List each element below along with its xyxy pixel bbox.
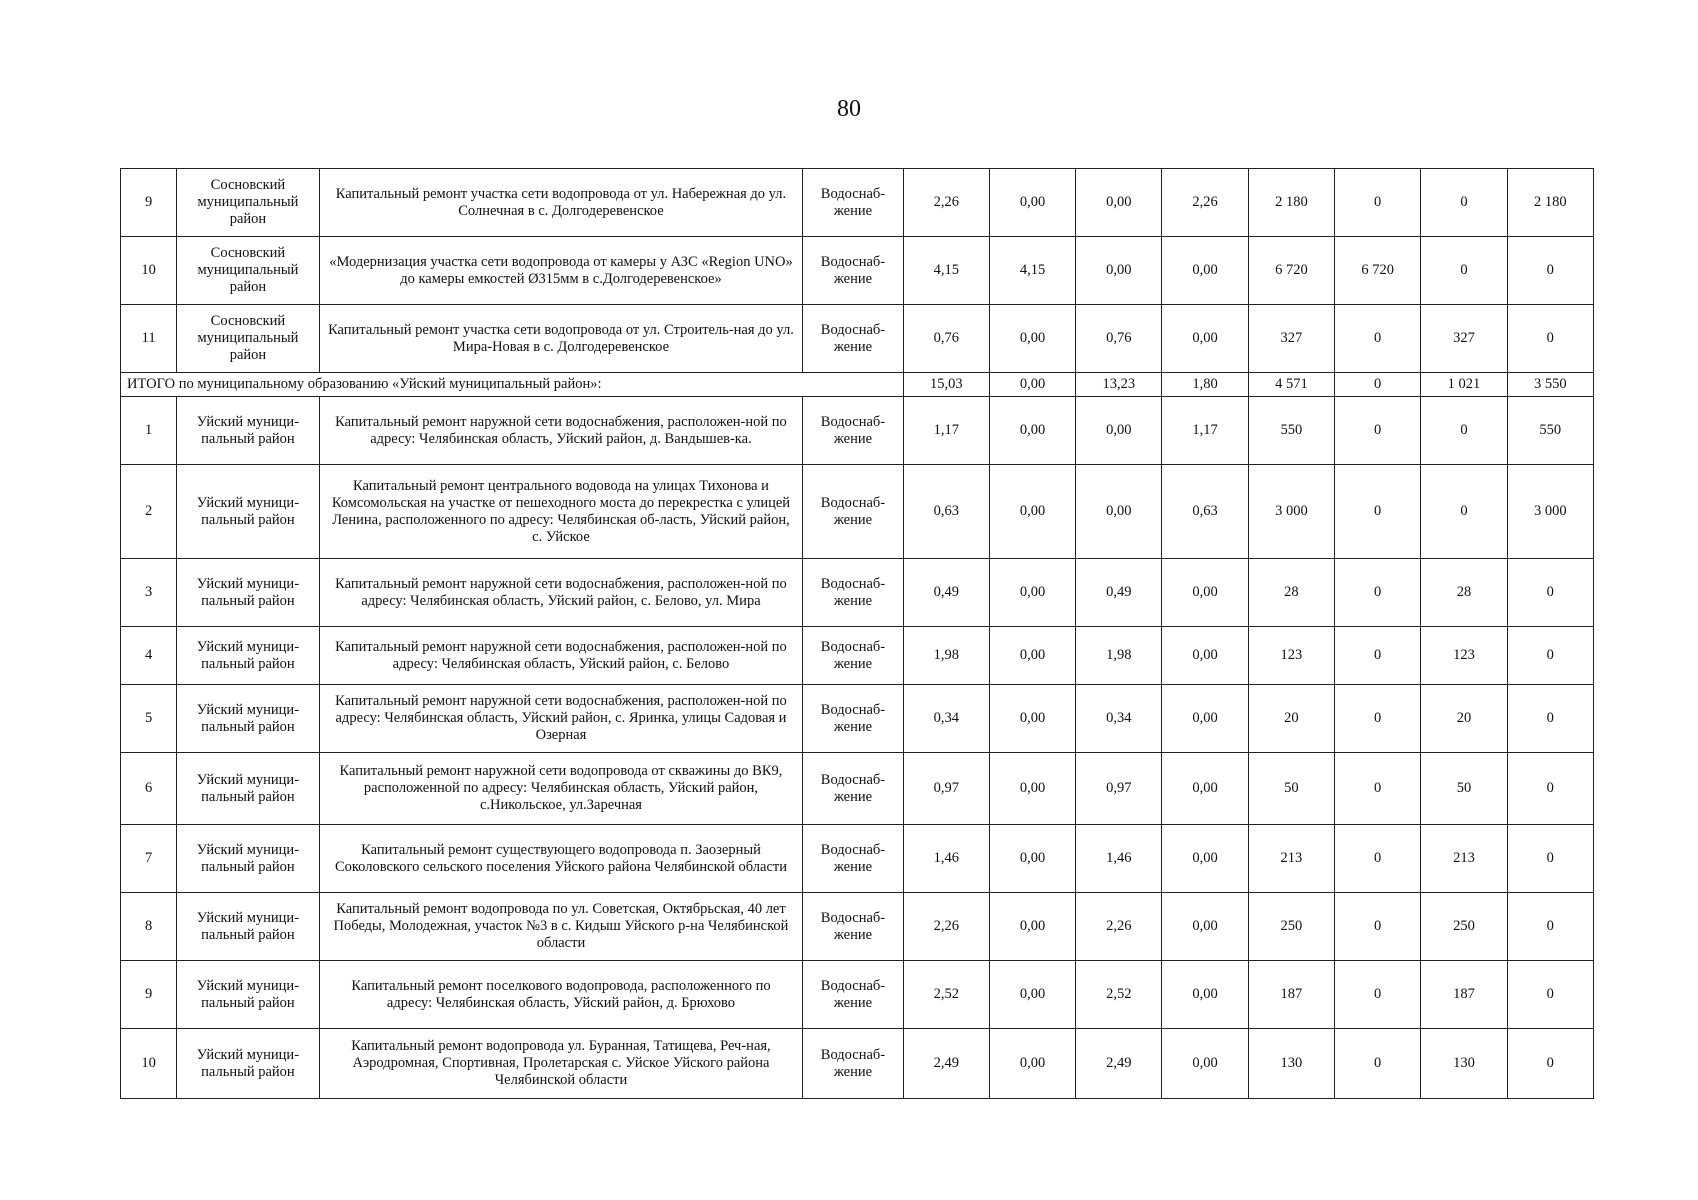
- value-cell: 0: [1335, 685, 1421, 753]
- value-cell: 3 000: [1248, 465, 1334, 559]
- row-number-cell: 8: [121, 893, 177, 961]
- value-cell: 13,23: [1076, 373, 1162, 397]
- value-cell: 0,00: [1162, 753, 1248, 825]
- value-cell: 0: [1507, 559, 1593, 627]
- value-cell: 0: [1507, 961, 1593, 1029]
- value-cell: 130: [1248, 1029, 1334, 1099]
- municipality-cell: Уйский муници-пальный район: [177, 685, 319, 753]
- value-cell: 20: [1248, 685, 1334, 753]
- value-cell: 0: [1421, 397, 1507, 465]
- value-cell: 2,49: [1076, 1029, 1162, 1099]
- value-cell: 0,00: [989, 1029, 1075, 1099]
- value-cell: 0,34: [903, 685, 989, 753]
- value-cell: 2,26: [1162, 169, 1248, 237]
- row-number-cell: 9: [121, 961, 177, 1029]
- municipality-cell: Уйский муници-пальный район: [177, 559, 319, 627]
- value-cell: 0: [1421, 237, 1507, 305]
- value-cell: 0,00: [1076, 397, 1162, 465]
- value-cell: 123: [1248, 627, 1334, 685]
- value-cell: 0,00: [1162, 559, 1248, 627]
- value-cell: 0,00: [989, 559, 1075, 627]
- row-number-cell: 10: [121, 237, 177, 305]
- row-number-cell: 10: [121, 1029, 177, 1099]
- value-cell: 1,17: [903, 397, 989, 465]
- value-cell: 187: [1421, 961, 1507, 1029]
- value-cell: 550: [1507, 397, 1593, 465]
- value-cell: 0: [1335, 397, 1421, 465]
- table-row: [121, 465, 1594, 559]
- work-type-cell: Водоснаб-жение: [803, 465, 903, 559]
- value-cell: 0: [1335, 961, 1421, 1029]
- value-cell: 0,63: [903, 465, 989, 559]
- row-number-cell: 7: [121, 825, 177, 893]
- municipality-cell: Уйский муници-пальный район: [177, 961, 319, 1029]
- work-type-cell: Водоснаб-жение: [803, 237, 903, 305]
- value-cell: 0,00: [989, 627, 1075, 685]
- value-cell: 4 571: [1248, 373, 1334, 397]
- municipality-cell: Уйский муници-пальный район: [177, 893, 319, 961]
- works-table: [120, 168, 1594, 1099]
- value-cell: 0: [1335, 1029, 1421, 1099]
- table-row: [121, 753, 1594, 825]
- value-cell: 0,63: [1162, 465, 1248, 559]
- municipality-cell: Уйский муници-пальный район: [177, 753, 319, 825]
- value-cell: 2,49: [903, 1029, 989, 1099]
- work-type-cell: Водоснаб-жение: [803, 559, 903, 627]
- value-cell: 0,00: [1162, 237, 1248, 305]
- value-cell: 213: [1421, 825, 1507, 893]
- table-row: [121, 627, 1594, 685]
- work-type-cell: Водоснаб-жение: [803, 825, 903, 893]
- value-cell: 0,00: [1076, 169, 1162, 237]
- row-number-cell: 3: [121, 559, 177, 627]
- table-body: [121, 169, 1594, 1099]
- work-description-cell: Капитальный ремонт поселкового водопровода, расположенного по адресу: Челябинская область, Уйский район, д. Брюхово: [319, 961, 803, 1029]
- value-cell: 327: [1248, 305, 1334, 373]
- municipality-cell: Уйский муници-пальный район: [177, 1029, 319, 1099]
- value-cell: 0,00: [989, 753, 1075, 825]
- table-row: [121, 961, 1594, 1029]
- value-cell: 20: [1421, 685, 1507, 753]
- work-type-cell: Водоснаб-жение: [803, 169, 903, 237]
- work-type-cell: Водоснаб-жение: [803, 1029, 903, 1099]
- total-label: ИТОГО по муниципальному образованию «Уйский муниципальный район»:: [121, 373, 904, 397]
- value-cell: 0,00: [1076, 465, 1162, 559]
- value-cell: 4,15: [989, 237, 1075, 305]
- value-cell: 550: [1248, 397, 1334, 465]
- value-cell: 3 550: [1507, 373, 1593, 397]
- work-description-cell: Капитальный ремонт наружной сети водоснабжения, расположен-ной по адресу: Челябинская область, Уйский район, с. Белово: [319, 627, 803, 685]
- value-cell: 0: [1421, 169, 1507, 237]
- work-type-cell: Водоснаб-жение: [803, 627, 903, 685]
- value-cell: 0,97: [903, 753, 989, 825]
- row-number-cell: 5: [121, 685, 177, 753]
- value-cell: 4,15: [903, 237, 989, 305]
- value-cell: 0: [1507, 753, 1593, 825]
- work-description-cell: Капитальный ремонт наружной сети водоснабжения, расположен-ной по адресу: Челябинская область, Уйский район, с. Белово, ул. Мира: [319, 559, 803, 627]
- value-cell: 0: [1507, 893, 1593, 961]
- table-row: [121, 1029, 1594, 1099]
- row-number-cell: 1: [121, 397, 177, 465]
- municipality-cell: Уйский муници-пальный район: [177, 397, 319, 465]
- work-type-cell: Водоснаб-жение: [803, 685, 903, 753]
- value-cell: 0: [1421, 465, 1507, 559]
- page-number: 80: [837, 96, 861, 122]
- municipality-cell: Сосновский муниципальный район: [177, 305, 319, 373]
- work-description-cell: Капитальный ремонт водопровода по ул. Советская, Октябрьская, 40 лет Победы, Молодежная, участок №3 в с. Кидыш Уйского р-на Челябинской области: [319, 893, 803, 961]
- value-cell: 0,49: [903, 559, 989, 627]
- work-type-cell: Водоснаб-жение: [803, 753, 903, 825]
- work-description-cell: Капитальный ремонт участка сети водопровода от ул. Строитель-ная до ул. Мира-Новая в с. Долгодеревенское: [319, 305, 803, 373]
- value-cell: 50: [1421, 753, 1507, 825]
- table-row: [121, 397, 1594, 465]
- value-cell: 0: [1507, 305, 1593, 373]
- value-cell: 2,52: [1076, 961, 1162, 1029]
- value-cell: 0,00: [989, 825, 1075, 893]
- value-cell: 250: [1421, 893, 1507, 961]
- value-cell: 187: [1248, 961, 1334, 1029]
- value-cell: 0,00: [989, 169, 1075, 237]
- value-cell: 250: [1248, 893, 1334, 961]
- value-cell: 0: [1507, 685, 1593, 753]
- value-cell: 2 180: [1507, 169, 1593, 237]
- value-cell: 327: [1421, 305, 1507, 373]
- value-cell: 0,76: [903, 305, 989, 373]
- value-cell: 0: [1335, 893, 1421, 961]
- municipality-cell: Уйский муници-пальный район: [177, 825, 319, 893]
- value-cell: 0,49: [1076, 559, 1162, 627]
- value-cell: 2,26: [903, 169, 989, 237]
- value-cell: 2 180: [1248, 169, 1334, 237]
- value-cell: 0: [1335, 753, 1421, 825]
- value-cell: 2,52: [903, 961, 989, 1029]
- work-type-cell: Водоснаб-жение: [803, 397, 903, 465]
- municipality-cell: Уйский муници-пальный район: [177, 465, 319, 559]
- value-cell: 0,00: [1162, 893, 1248, 961]
- value-cell: 15,03: [903, 373, 989, 397]
- value-cell: 0: [1507, 237, 1593, 305]
- value-cell: 0: [1507, 627, 1593, 685]
- value-cell: 0: [1335, 559, 1421, 627]
- municipality-cell: Уйский муници-пальный район: [177, 627, 319, 685]
- work-type-cell: Водоснаб-жение: [803, 961, 903, 1029]
- table-row: [121, 825, 1594, 893]
- row-number-cell: 4: [121, 627, 177, 685]
- value-cell: 0: [1335, 465, 1421, 559]
- value-cell: 0,00: [1162, 685, 1248, 753]
- value-cell: 1,17: [1162, 397, 1248, 465]
- value-cell: 0,00: [1162, 627, 1248, 685]
- value-cell: 6 720: [1335, 237, 1421, 305]
- value-cell: 1,46: [1076, 825, 1162, 893]
- table-row: [121, 305, 1594, 373]
- value-cell: 0,00: [989, 397, 1075, 465]
- value-cell: 0,76: [1076, 305, 1162, 373]
- total-row: [121, 373, 1594, 397]
- work-description-cell: Капитальный ремонт существующего водопровода п. Заозерный Соколовского сельского поселения Уйского района Челябинской области: [319, 825, 803, 893]
- work-description-cell: Капитальный ремонт наружной сети водопровода от скважины до ВК9, расположенной по адресу: Челябинская область, Уйский район, с.Никольское, ул.Заречная: [319, 753, 803, 825]
- value-cell: 0,00: [989, 685, 1075, 753]
- value-cell: 130: [1421, 1029, 1507, 1099]
- table-row: [121, 169, 1594, 237]
- table-row: [121, 893, 1594, 961]
- table-row: [121, 237, 1594, 305]
- value-cell: 0: [1335, 825, 1421, 893]
- work-description-cell: Капитальный ремонт центрального водовода на улицах Тихонова и Комсомольская на участке от пешеходного моста до перекрестка с улицей Ленина, расположенного по адресу: Челябинская об-ласть, Уйский район, с. Уйское: [319, 465, 803, 559]
- value-cell: 1 021: [1421, 373, 1507, 397]
- value-cell: 0,00: [989, 373, 1075, 397]
- municipality-cell: Сосновский муниципальный район: [177, 169, 319, 237]
- value-cell: 2,26: [903, 893, 989, 961]
- value-cell: 2,26: [1076, 893, 1162, 961]
- value-cell: 123: [1421, 627, 1507, 685]
- value-cell: 0,00: [989, 305, 1075, 373]
- value-cell: 0,00: [989, 893, 1075, 961]
- value-cell: 0,97: [1076, 753, 1162, 825]
- value-cell: 0,34: [1076, 685, 1162, 753]
- value-cell: 50: [1248, 753, 1334, 825]
- work-description-cell: Капитальный ремонт наружной сети водоснабжения, расположен-ной по адресу: Челябинская область, Уйский район, д. Вандышев-ка.: [319, 397, 803, 465]
- value-cell: 0,00: [989, 961, 1075, 1029]
- municipality-cell: Сосновский муниципальный район: [177, 237, 319, 305]
- row-number-cell: 9: [121, 169, 177, 237]
- work-type-cell: Водоснаб-жение: [803, 893, 903, 961]
- value-cell: 0: [1507, 825, 1593, 893]
- work-description-cell: Капитальный ремонт наружной сети водоснабжения, расположен-ной по адресу: Челябинская область, Уйский район, с. Яринка, улицы Садовая и Озерная: [319, 685, 803, 753]
- value-cell: 1,98: [903, 627, 989, 685]
- value-cell: 1,80: [1162, 373, 1248, 397]
- value-cell: 0: [1507, 1029, 1593, 1099]
- work-description-cell: Капитальный ремонт водопровода ул. Буранная, Татищева, Реч-ная, Аэродромная, Спортивная, Пролетарская с. Уйское Уйского района Челябинской области: [319, 1029, 803, 1099]
- value-cell: 28: [1248, 559, 1334, 627]
- value-cell: 0: [1335, 373, 1421, 397]
- value-cell: 0,00: [1162, 961, 1248, 1029]
- value-cell: 1,46: [903, 825, 989, 893]
- row-number-cell: 11: [121, 305, 177, 373]
- value-cell: 3 000: [1507, 465, 1593, 559]
- value-cell: 0: [1335, 169, 1421, 237]
- row-number-cell: 6: [121, 753, 177, 825]
- value-cell: 0,00: [1076, 237, 1162, 305]
- work-description-cell: Капитальный ремонт участка сети водопровода от ул. Набережная до ул. Солнечная в с. Долгодеревенское: [319, 169, 803, 237]
- value-cell: 1,98: [1076, 627, 1162, 685]
- work-description-cell: «Модернизация участка сети водопровода от камеры у АЗС «Region UNO» до камеры емкостей Ø315мм в с.Долгодеревенское»: [319, 237, 803, 305]
- value-cell: 0,00: [989, 465, 1075, 559]
- value-cell: 6 720: [1248, 237, 1334, 305]
- value-cell: 0,00: [1162, 1029, 1248, 1099]
- table-row: [121, 685, 1594, 753]
- row-number-cell: 2: [121, 465, 177, 559]
- work-type-cell: Водоснаб-жение: [803, 305, 903, 373]
- value-cell: 0: [1335, 305, 1421, 373]
- value-cell: 0: [1335, 627, 1421, 685]
- table-row: [121, 559, 1594, 627]
- value-cell: 0,00: [1162, 305, 1248, 373]
- value-cell: 28: [1421, 559, 1507, 627]
- value-cell: 0,00: [1162, 825, 1248, 893]
- value-cell: 213: [1248, 825, 1334, 893]
